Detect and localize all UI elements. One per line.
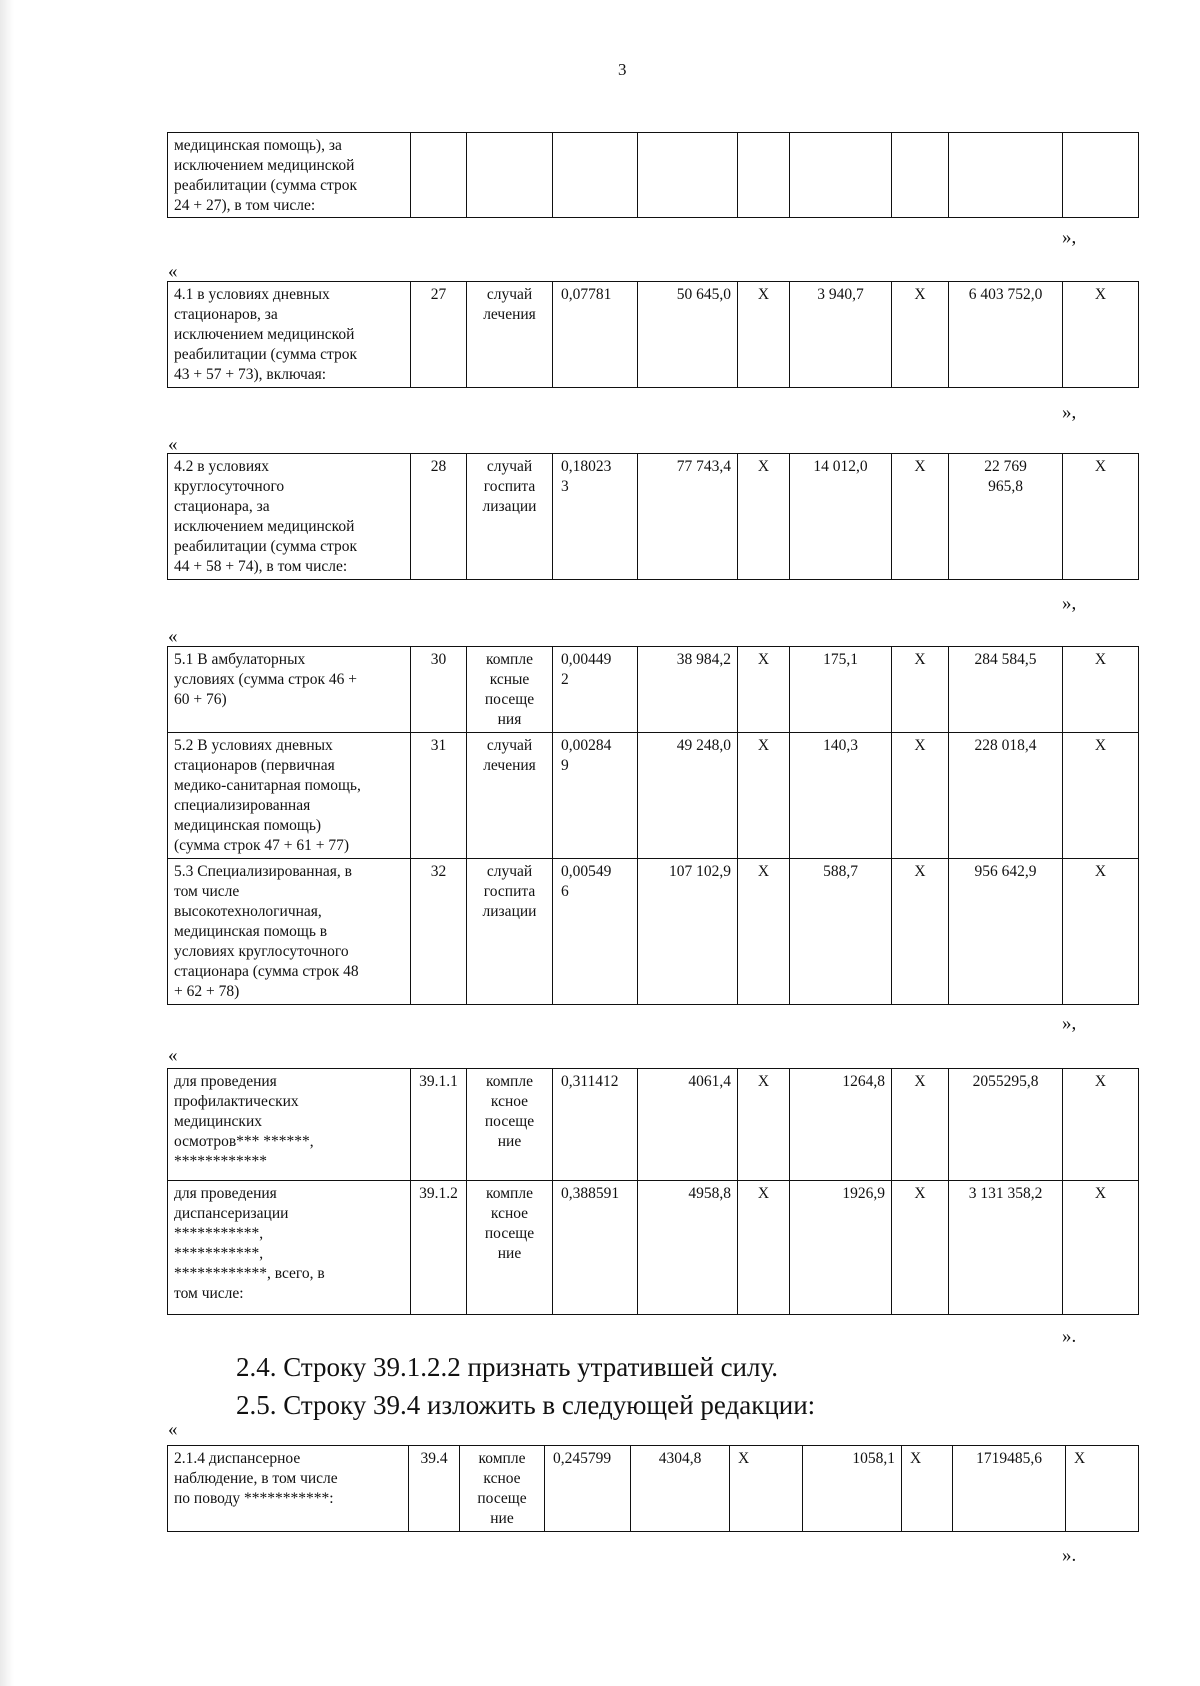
row-unit: случай госпита лизации (467, 859, 553, 1005)
row-x (892, 133, 949, 218)
row-cost: 4958,8 (638, 1181, 738, 1315)
row-norm: 0,07781 (553, 282, 638, 388)
row-number: 28 (411, 454, 467, 580)
scan-edge (0, 0, 14, 1686)
page-number: 3 (618, 60, 627, 79)
table-row-28 (167, 453, 1139, 580)
row-value: 228 018,4 (949, 733, 1063, 859)
row-number (411, 133, 467, 218)
row-number: 39.1.1 (411, 1069, 467, 1181)
row-unit: случай госпита лизации (467, 454, 553, 580)
row-unit: случай лечения (467, 282, 553, 388)
row-norm (553, 133, 638, 218)
row-x: X (1063, 282, 1139, 388)
row-x: X (738, 733, 790, 859)
close-quote: », (1062, 1013, 1077, 1034)
open-quote: « (168, 1045, 178, 1066)
row-value: 1264,8 (790, 1069, 892, 1181)
row-norm: 0,245799 (545, 1446, 631, 1532)
open-quote: « (168, 261, 178, 282)
row-cost: 4304,8 (631, 1446, 730, 1532)
table-rows-30-32 (167, 646, 1139, 1005)
row-x: X (892, 282, 949, 388)
close-quote: », (1062, 593, 1077, 614)
row-x: X (1063, 733, 1139, 859)
row-unit: компле ксное посеще ние (460, 1446, 545, 1532)
row-x: X (892, 647, 949, 733)
row-number: 39.1.2 (411, 1181, 467, 1315)
table-row-39-4 (167, 1445, 1139, 1532)
row-unit: компле ксное посеще ние (467, 1181, 553, 1315)
close-quote: ». (1062, 1545, 1077, 1566)
row-name: 5.1 В амбулаторных условиях (сумма строк 46 + 60 + 76) (168, 647, 411, 733)
row-name: 5.2 В условиях дневных стационаров (первичная медико-санитарная помощь, специализированная медицинская помощь) (сумма строк 47 + 61 + 77) (168, 733, 411, 859)
row-name: медицинская помощь), за исключением медицинской реабилитации (сумма строк 24 + 27), в том числе: (168, 133, 411, 218)
table-row (168, 1446, 1139, 1532)
row-x: X (1066, 1446, 1139, 1532)
row-x: X (738, 1069, 790, 1181)
table-row-27 (167, 281, 1139, 388)
open-quote: « (168, 1419, 178, 1440)
row-name: 5.3 Специализированная, в том числе высокотехнологичная, медицинская помощь в условиях круглосуточного стационара (сумма строк 48 + 62 + 78) (168, 859, 411, 1005)
table-row (168, 859, 1139, 1005)
row-x: X (738, 859, 790, 1005)
row-cost: 38 984,2 (638, 647, 738, 733)
row-norm: 0,00549 6 (553, 859, 638, 1005)
row-value: 140,3 (790, 733, 892, 859)
row-x (1063, 133, 1139, 218)
row-x: X (892, 859, 949, 1005)
row-x: X (1063, 647, 1139, 733)
row-unit: компле ксные посеще ния (467, 647, 553, 733)
row-name: для проведения профилактических медицинских осмотров*** ******, ************ (168, 1069, 411, 1181)
row-number: 30 (411, 647, 467, 733)
row-name: 4.2 в условиях круглосуточного стационара, за исключением медицинской реабилитации (сумма строк 44 + 58 + 74), в том числе: (168, 454, 411, 580)
paragraph-2-4: 2.4. Строку 39.1.2.2 признать утратившей силу. (236, 1352, 779, 1382)
row-value: 3 131 358,2 (949, 1181, 1063, 1315)
row-unit: компле ксное посеще ние (467, 1069, 553, 1181)
table-row (168, 133, 1139, 218)
row-value: 1719485,6 (953, 1446, 1066, 1532)
row-x: X (1063, 1181, 1139, 1315)
paragraph-2-5: 2.5. Строку 39.4 изложить в следующей редакции: (236, 1390, 816, 1420)
open-quote: « (168, 434, 178, 455)
open-quote: « (168, 626, 178, 647)
close-quote: », (1062, 402, 1077, 423)
row-cost (638, 133, 738, 218)
table-continuation (167, 132, 1139, 218)
row-x: X (902, 1446, 953, 1532)
row-x: X (1063, 1069, 1139, 1181)
row-norm: 0,311412 (553, 1069, 638, 1181)
table-row (168, 454, 1139, 580)
row-value: 284 584,5 (949, 647, 1063, 733)
table-row (168, 733, 1139, 859)
row-name: 4.1 в условиях дневных стационаров, за исключением медицинской реабилитации (сумма строк 43 + 57 + 73), включая: (168, 282, 411, 388)
row-number: 32 (411, 859, 467, 1005)
row-value: 6 403 752,0 (949, 282, 1063, 388)
row-cost: 49 248,0 (638, 733, 738, 859)
row-value: 175,1 (790, 647, 892, 733)
row-value (790, 133, 892, 218)
row-x: X (892, 454, 949, 580)
row-norm: 0,18023 3 (553, 454, 638, 580)
row-cost: 107 102,9 (638, 859, 738, 1005)
close-quote: », (1062, 227, 1077, 248)
table-rows-39-1 (167, 1068, 1139, 1315)
row-name: 2.1.4 диспансерное наблюдение, в том числе по поводу ***********: (168, 1446, 409, 1532)
row-x: X (892, 1181, 949, 1315)
row-number: 27 (411, 282, 467, 388)
row-value: 1926,9 (790, 1181, 892, 1315)
row-norm: 0,00449 2 (553, 647, 638, 733)
row-unit: случай лечения (467, 733, 553, 859)
row-x: X (730, 1446, 803, 1532)
row-name: для проведения диспансеризации ***********, ***********, ************, всего, в том числе: (168, 1181, 411, 1315)
row-value: 14 012,0 (790, 454, 892, 580)
row-x (738, 133, 790, 218)
table-row (168, 647, 1139, 733)
row-value: 2055295,8 (949, 1069, 1063, 1181)
row-value: 3 940,7 (790, 282, 892, 388)
row-value: 22 769 965,8 (949, 454, 1063, 580)
row-norm: 0,00284 9 (553, 733, 638, 859)
row-unit (467, 133, 553, 218)
row-x: X (1063, 859, 1139, 1005)
table-row (168, 282, 1139, 388)
table-row (168, 1069, 1139, 1181)
row-value: 588,7 (790, 859, 892, 1005)
row-value: 956 642,9 (949, 859, 1063, 1005)
row-x: X (738, 282, 790, 388)
close-quote: ». (1062, 1326, 1077, 1347)
row-number: 31 (411, 733, 467, 859)
row-x: X (892, 733, 949, 859)
row-value: 1058,1 (803, 1446, 902, 1532)
row-x: X (1063, 454, 1139, 580)
table-row (168, 1181, 1139, 1315)
row-number: 39.4 (409, 1446, 460, 1532)
row-x: X (738, 454, 790, 580)
row-cost: 77 743,4 (638, 454, 738, 580)
row-cost: 4061,4 (638, 1069, 738, 1181)
row-norm: 0,388591 (553, 1181, 638, 1315)
row-x: X (738, 1181, 790, 1315)
row-x: X (738, 647, 790, 733)
row-value (949, 133, 1063, 218)
row-x: X (892, 1069, 949, 1181)
row-cost: 50 645,0 (638, 282, 738, 388)
